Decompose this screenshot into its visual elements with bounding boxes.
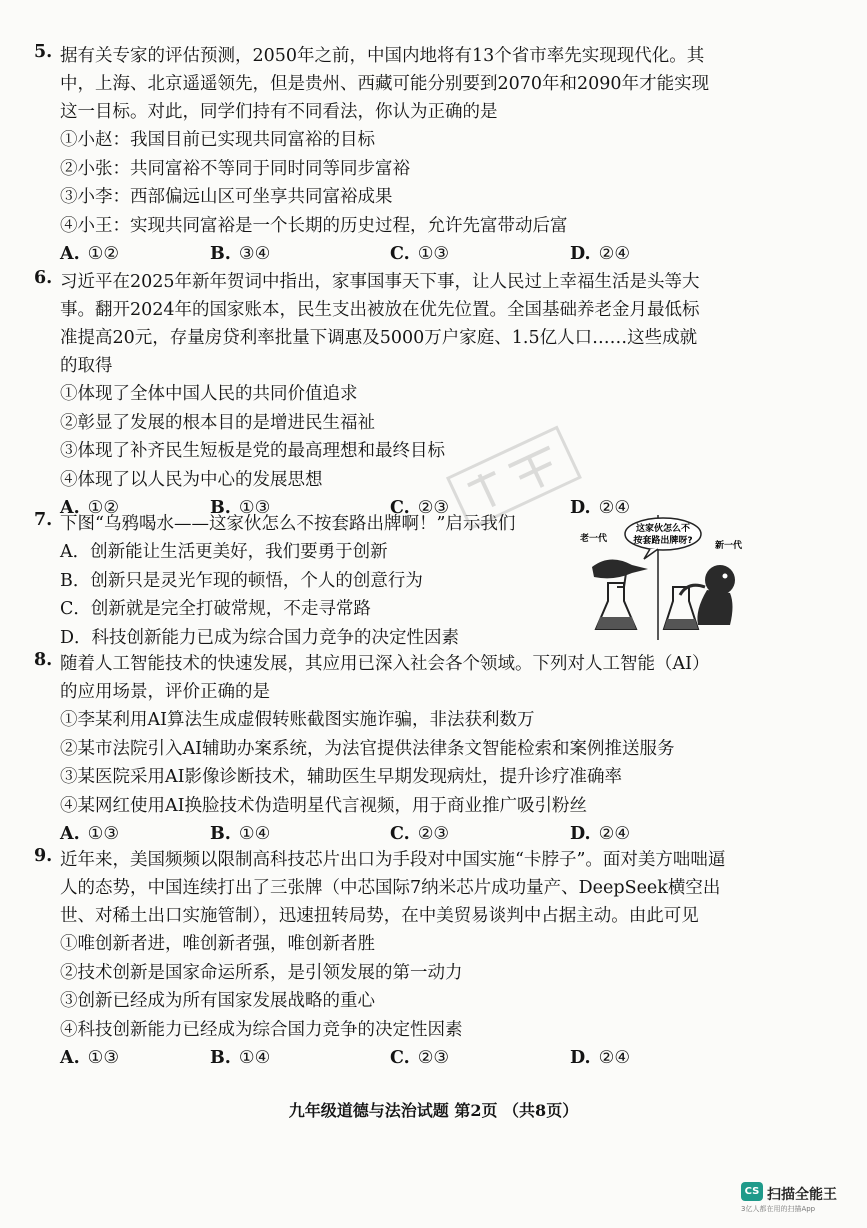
choice-letter: D. [570,498,591,518]
label-new-generation: 新一代 [715,541,743,551]
question-number: 7. [34,510,53,530]
choice-text: ②④ [598,1048,631,1068]
question-stem-line: 近年来，美国频频以限制高科技芯片出口为手段对中国实施“卡脖子”。面对美方咄咄逼 [60,850,726,870]
answer-choice [570,820,630,848]
choice-text: ①④ [238,1048,271,1068]
choice-text: ②③ [417,1048,450,1068]
choice-text: ②③ [417,824,450,844]
label-old-generation: 老一代 [580,534,608,544]
answer-choice [390,1044,570,1072]
choice-letter: B. [210,824,231,844]
answer-choice [570,240,630,268]
page-footer: 九年级道德与法治试题 第2页 （共8页） [288,1101,579,1120]
choice-text: ②④ [598,244,631,264]
statement-option: ②某市法院引入AI辅助办案系统，为法官提供法律条文智能检索和案例推送服务 [60,738,675,759]
statement-option: ③某医院采用AI影像诊断技术，辅助医生早期发现病灶，提升诊疗准确率 [60,767,623,787]
answer-choice [210,240,390,268]
choice-text: ①③ [87,824,120,844]
statement-option: ①李某利用AI算法生成虚假转账截图实施诈骗，非法获利数万 [60,710,535,730]
choice-letter: C. [390,498,410,518]
bubble-line-2: 按套路出牌呀? [633,536,693,546]
answer-choice [60,820,210,848]
choice-text: ①③ [87,1048,120,1068]
choice-letter: C. [390,824,410,844]
statement-option: D．科技创新能力已成为综合国力竞争的决定性因素 [60,627,460,648]
statement-option: A．创新能让生活更美好，我们要勇于创新 [60,542,388,562]
choice-letter: A. [60,498,80,518]
choice-letter: A. [60,244,80,264]
answer-choices [60,240,770,268]
choice-text: ①③ [417,244,450,264]
choice-letter: A. [60,1048,80,1068]
choice-letter: D. [570,824,591,844]
question-stem-line: 事。翻开2024年的国家账本，民生支出被放在优先位置。全国基础养老金月最低标 [60,300,700,320]
statement-option: C．创新就是完全打破常规，不走寻常路 [60,599,371,619]
question-stem-line: 的应用场景，评价正确的是 [60,682,270,702]
question-number: 6. [34,268,53,288]
choice-text: ②④ [598,824,631,844]
question-stem-line: 的取得 [60,356,113,376]
camscanner-logo-icon: CS [741,1182,763,1201]
answer-choice [210,1044,390,1072]
answer-choices [60,820,770,848]
choice-text: ②④ [598,498,631,518]
statement-option: ④体现了以人民为中心的发展思想 [60,469,323,490]
answer-choice [390,820,570,848]
answer-choice [60,1044,210,1072]
question-8 [34,650,770,848]
choice-text: ②③ [417,498,450,518]
answer-choice [210,820,390,848]
question-number: 9. [34,846,53,866]
choice-text: ③④ [238,244,271,264]
choice-letter: B. [210,1048,231,1068]
choice-text: ①④ [238,824,271,844]
brand-name: 扫描全能王 [767,1187,837,1203]
statement-option: ②彰显了发展的根本目的是增进民生福祉 [60,412,375,433]
question-stem-line: 随着人工智能技术的快速发展，其应用已深入社会各个领域。下列对人工智能（AI） [60,654,710,674]
choice-text: ①② [87,244,120,264]
question-stem-line: 准提高20元，存量房贷利率批量下调惠及5000万户家庭、1.5亿人口……这些成就 [60,328,698,348]
choice-letter: C. [390,244,410,264]
question-stem-line: 习近平在2025年新年贺词中指出，家事国事天下事，让人民过上幸福生活是头等大 [60,272,700,292]
question-stem-line: 据有关专家的评估预测，2050年之前，中国内地将有13个省市率先实现现代化。其 [60,46,705,66]
statement-option: ①小赵：我国目前已实现共同富裕的目标 [60,130,375,150]
faint-stamp-mark [440,420,590,540]
statement-option: ③小李：西部偏远山区可坐享共同富裕成果 [60,187,393,207]
statement-option: ①唯创新者进，唯创新者强，唯创新者胜 [60,934,375,954]
question-stem-line: 这一目标。对此，同学们持有不同看法，你认为正确的是 [60,102,498,122]
statement-option: ④小王：实现共同富裕是一个长期的历史过程，允许先富带动后富 [60,215,568,236]
statement-option: ③创新已经成为所有国家发展战略的重心 [60,991,375,1011]
question-5 [34,42,770,268]
answer-choice [60,240,210,268]
question-stem-line: 下图“乌鸦喝水——这家伙怎么不按套路出牌啊！”启示我们 [60,514,516,534]
left-flask-icon [596,583,636,629]
crow-drinking-water-cartoon [570,515,770,640]
answer-choices [60,1044,770,1072]
statement-option: ②技术创新是国家命运所系，是引领发展的第一动力 [60,962,463,983]
choice-text: ①② [87,498,120,518]
statement-option: ③体现了补齐民生短板是党的最高理想和最终目标 [60,441,445,461]
scanner-brand-badge [741,1180,851,1218]
choice-letter: D. [570,1048,591,1068]
brand-tagline: 3亿人都在用的扫描App [741,1205,816,1213]
statement-option: ④科技创新能力已经成为综合国力竞争的决定性因素 [60,1019,463,1040]
choice-text: ①③ [238,498,271,518]
choice-letter: D. [570,244,591,264]
question-stem-line: 人的态势，中国连续打出了三张牌（中芯国际7纳米芯片成功量产、DeepSeek横空出 [60,878,721,898]
question-stem-line: 世、对稀土出口实施管制），迅速扭转局势，在中美贸易谈判中占据主动。由此可见 [60,906,699,926]
choice-letter: B. [210,244,231,264]
choice-letter: B. [210,498,231,518]
bubble-line-1: 这家伙怎么不 [635,524,691,534]
question-number: 8. [34,650,53,670]
statement-option: B．创新只是灵光乍现的顿悟，个人的创意行为 [60,570,423,591]
question-number: 5. [34,42,53,62]
statement-option: ①体现了全体中国人民的共同价值追求 [60,384,358,404]
question-stem-line: 中，上海、北京遥遥领先，但是贵州、西藏可能分别要到2070年和2090年才能实现 [60,74,710,94]
statement-option: ②小张：共同富裕不等同于同时同等同步富裕 [60,158,410,179]
choice-letter: A. [60,824,80,844]
choice-letter: C. [390,1048,410,1068]
question-9 [34,846,770,1072]
answer-choice [570,1044,630,1072]
answer-choice [390,240,570,268]
statement-option: ④某网红使用AI换脸技术伪造明星代言视频，用于商业推广吸引粉丝 [60,795,588,816]
question-6 [34,268,770,522]
